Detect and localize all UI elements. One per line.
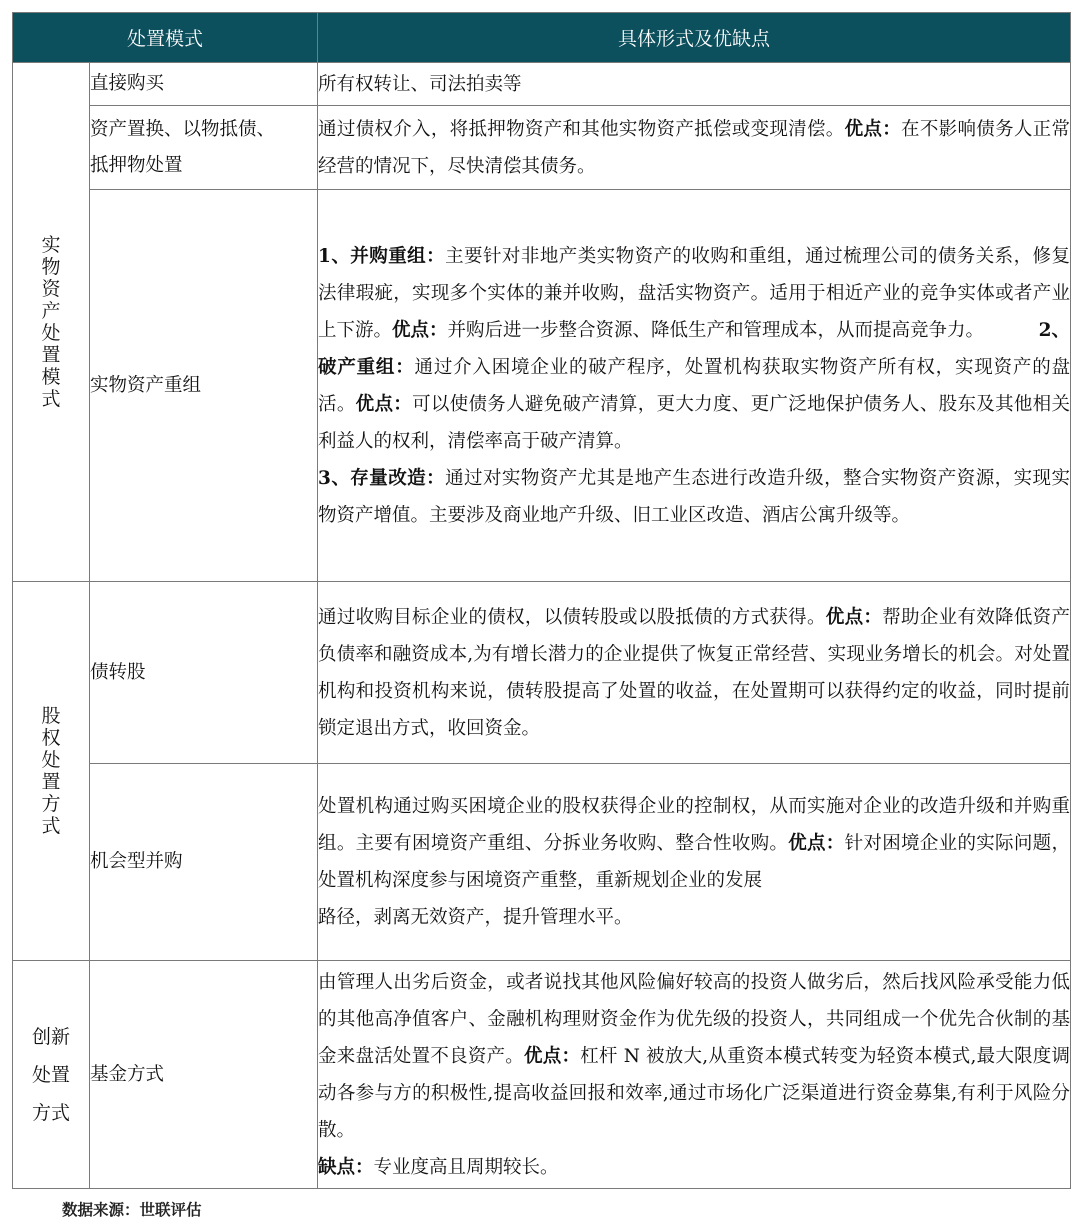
form-cell <box>90 106 318 190</box>
bold-label: 优点： <box>844 118 902 140</box>
bold-label: 破产重组： <box>318 356 415 378</box>
desc-text: 可以使债务人避免破产清算，更大力度、更广泛地保护债务人、股东及其他相关利益人的权利，清偿率高于破产清算。 <box>318 393 1070 452</box>
form-cell: 债转股 <box>90 582 318 764</box>
item-number: 2、 <box>1038 319 1071 341</box>
category-equity: 股权处置方式 <box>41 705 61 837</box>
header-disposal-mode: 处置模式 <box>13 13 318 63</box>
table-row <box>13 63 1071 106</box>
form-cell: 实物资产重组 <box>90 190 318 582</box>
desc-text: 路径，剥离无效资产，提升管理水平。 <box>318 907 633 928</box>
bold-label: 缺点： <box>318 1156 374 1178</box>
desc-text: 杠杆 N 被放大,从重资本模式转变为轻资本模式,最大限度调动各参与方的积极性,提高收益回报和效率,通过市场化广泛渠道进行资金募集,有利于风险分散。 <box>318 1045 1071 1141</box>
desc-cell <box>318 961 1071 1189</box>
category-cell <box>13 961 90 1189</box>
desc-cell <box>318 764 1071 961</box>
form-label: 资产置换、以物抵债、抵押物处置 <box>90 118 276 176</box>
category-cell <box>13 582 90 961</box>
desc-cell <box>318 190 1071 582</box>
desc-text: 专业度高且周期较长。 <box>373 1156 559 1178</box>
desc-text: 通过债权介入，将抵押物资产和其他实物资产抵偿或变现清偿。 <box>318 118 845 140</box>
form-cell: 机会型并购 <box>90 764 318 961</box>
table-row <box>13 764 1071 961</box>
table-row <box>13 582 1071 764</box>
desc-text: 通过对实物资产尤其是地产生态进行改造升级，整合实物资产资源，实现实物资产增值。主要涉及商业地产升级、旧工业区改造、酒店公寓升级等。 <box>318 467 1071 526</box>
desc-cell <box>318 582 1071 764</box>
table-header-row <box>13 13 1071 63</box>
table-row <box>13 961 1071 1189</box>
header-forms-pros-cons: 具体形式及优缺点 <box>318 13 1071 63</box>
form-cell: 基金方式 <box>90 961 318 1189</box>
bold-label: 优点： <box>524 1045 581 1067</box>
bold-label: 1、并购重组： <box>318 245 446 267</box>
desc-text: 在不影响债务人正常经营的情况下，尽快清偿其债务。 <box>318 118 1070 177</box>
table-row <box>13 106 1071 190</box>
desc-text: 主要针对非地产类实物资产的收购和重组，通过梳理公司的债务关系，修复法律瑕疵，实现多个实体的兼并收购，盘活实物资产。适用于相近产业的竞争实体或者产业上下游。 <box>318 245 1071 341</box>
table-row <box>13 190 1071 582</box>
desc-text: 所有权转让、司法拍卖等 <box>318 73 522 95</box>
disposal-mode-table <box>12 12 1071 1189</box>
desc-cell <box>318 63 1071 106</box>
desc-text: 并购后进一步整合资源、降低生产和管理成本，从而提高竞争力。 <box>447 319 985 341</box>
bold-label: 优点： <box>788 833 845 854</box>
desc-text: 通过介入困境企业的破产程序，处置机构获取实物资产所有权，实现资产的盘活。 <box>318 356 1070 415</box>
desc-cell <box>318 106 1071 190</box>
category-physical-assets: 实物资产处置模式 <box>41 234 61 410</box>
category-innovative: 创新处置方式 <box>31 1025 70 1124</box>
form-cell: 直接购买 <box>90 63 318 106</box>
category-cell <box>13 63 90 582</box>
bold-label: 优点： <box>355 393 413 415</box>
desc-text: 由管理人出劣后资金，或者说找其他风险偏好较高的投资人做劣后，然后找风险承受能力低的其他高净值客户、金融机构理财资金作为优先级的投资人，共同组成一个优先合伙制的基金来盘活处置不良资产。 <box>318 971 1071 1067</box>
desc-text: 通过收购目标企业的债权，以债转股或以股抵债的方式获得。 <box>318 606 826 628</box>
bold-label: 3、存量改造： <box>318 467 446 489</box>
desc-text: 处置机构通过购买困境企业的股权获得企业的控制权，从而实施对企业的改造升级和并购重组。主要有困境资产重组、分拆业务收购、整合性收购。 <box>318 796 1071 854</box>
bold-label: 优点： <box>392 319 448 341</box>
desc-text: 帮助企业有效降低资产负债率和融资成本,为有增长潜力的企业提供了恢复正常经营、实现业务增长的机会。对处置机构和投资机构来说，债转股提高了处置的收益，在处置期可以获得约定的收益，同时提前锁定退出方式，收回资金。 <box>318 606 1071 739</box>
desc-text: 针对困境企业的实际问题，处置机构深度参与困境资产重整，重新规划企业的发展 <box>318 833 1070 891</box>
data-source-note: 数据来源：世联评估 <box>62 1201 202 1219</box>
bold-label: 优点： <box>825 606 883 628</box>
